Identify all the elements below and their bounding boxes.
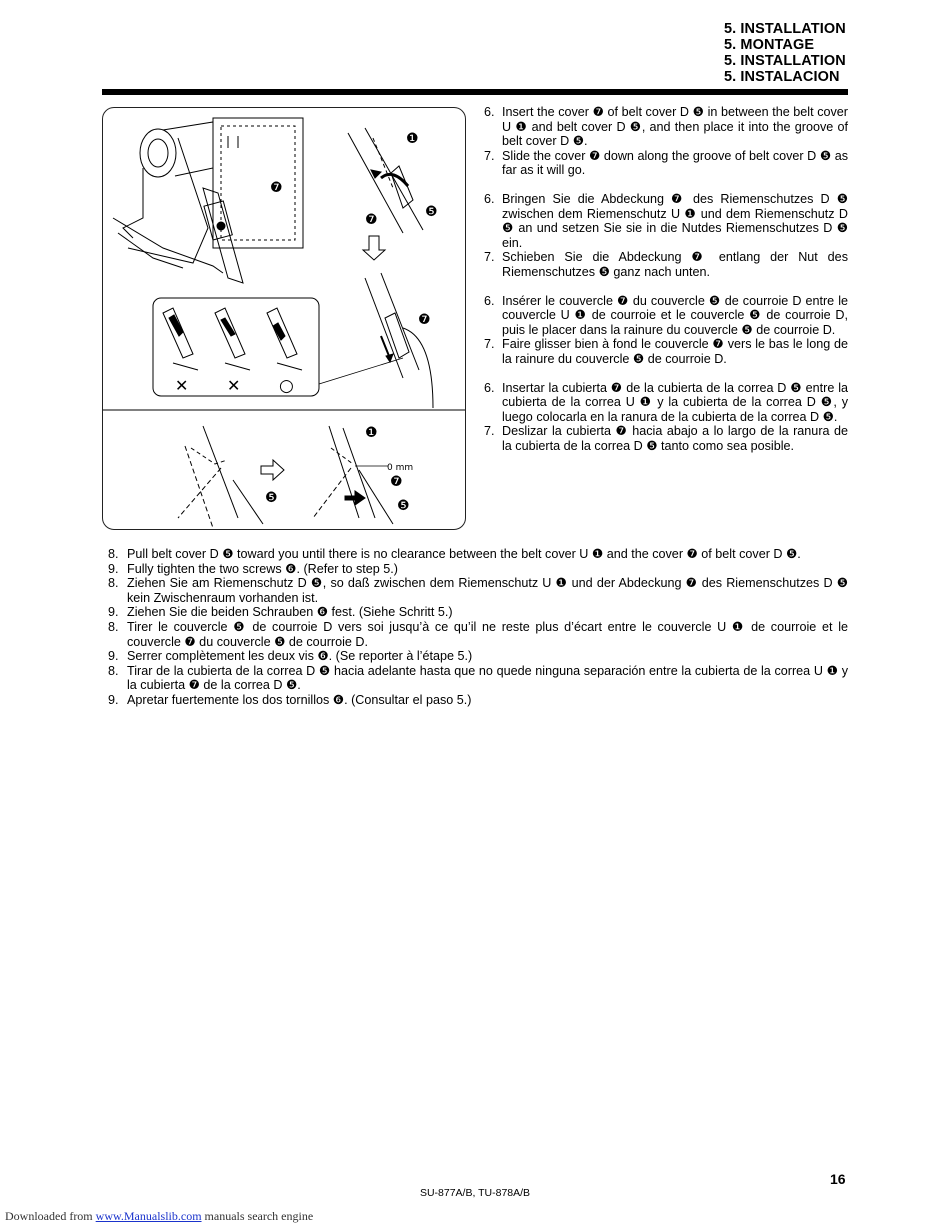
variant-inset	[153, 298, 319, 396]
list-item	[108, 664, 848, 693]
callout-7-bottom: ❼	[390, 474, 403, 490]
step-text: Ziehen Sie am Riemenschutz D ❺, so daß zwischen dem Riemenschutz U ❶ und der Abdeckung ❼ des Riemenschutzes D ❺ kein Zwischenraum vorhanden ist.	[127, 576, 848, 605]
section-header	[724, 21, 944, 85]
step-number: 6.	[484, 105, 495, 119]
slide-detail-drawing	[319, 273, 433, 408]
steps-spanish	[484, 381, 848, 454]
steps-french	[484, 294, 848, 367]
list-item	[108, 562, 848, 577]
list-item	[484, 192, 848, 250]
step-text: Apretar fuertemente los dos tornillos ❻. (Consultar el paso 5.)	[127, 692, 472, 707]
wrong-mark-2: ✕	[227, 376, 241, 395]
step-text: Fully tighten the two screws ❻. (Refer to step 5.)	[127, 561, 398, 576]
list-item	[484, 149, 848, 178]
header-line-en: 5. INSTALLATION	[724, 21, 846, 37]
step-text: Schieben Sie die Abdeckung ❼ entlang der Nut des Riemenschutzes ❺ ganz nach unten.	[502, 250, 848, 279]
step-text: Tirer le couvercle ❺ de courroie D vers soi jusqu’à ce qu’il ne reste plus d’écart entre le couvercle U ❶ de courroie et le couvercle ❼ du couvercle ❺ de courroie D.	[127, 619, 848, 649]
variant-wrong-2	[215, 308, 250, 370]
step-text: Insérer le couvercle ❼ du couvercle ❺ de courroie D entre le couvercle U ❶ de courroie et le couvercle ❺ de courroie D, puis le placer dans la rainure du couvercle ❺ de courroie D.	[502, 293, 848, 337]
steps-english	[484, 105, 848, 178]
callout-7-mid: ❼	[418, 312, 431, 328]
machine-head-drawing	[113, 118, 303, 283]
list-item	[108, 576, 848, 605]
step-number: 9.	[108, 561, 119, 576]
step-number: 8.	[108, 663, 119, 678]
step-number: 9.	[108, 692, 119, 707]
wrong-mark-1: ✕	[175, 376, 189, 395]
variant-correct	[267, 308, 302, 370]
down-arrow-icon	[363, 236, 385, 260]
model-number: SU-877A/B, TU-878A/B	[419, 1187, 531, 1199]
installation-figure	[102, 107, 466, 530]
step-number: 6.	[484, 380, 495, 395]
step-text: Tirar de la cubierta de la correa D ❺ hacia adelante hasta que no quede ninguna separación entre la cubierta de la correa U ❶ y la cubierta ❼ de la correa D ❺.	[127, 663, 848, 693]
callout-1-top: ❶	[406, 131, 419, 147]
step-text: Ziehen Sie die beiden Schrauben ❻ fest. (Siehe Schritt 5.)	[127, 605, 453, 620]
list-item	[484, 250, 848, 279]
callout-5-bottom: ❺	[397, 498, 410, 514]
steps-6-7	[484, 105, 848, 467]
list-item	[484, 294, 848, 338]
list-item	[484, 381, 848, 425]
steps-8-9	[108, 547, 848, 708]
callout-7-head: ❼	[270, 180, 283, 196]
list-item	[108, 693, 848, 708]
step-number: 9.	[108, 605, 119, 620]
callout-5-top: ❺	[425, 204, 438, 220]
belt-cover-illustration	[103, 108, 465, 529]
step-text: Deslizar la cubierta ❼ hacia abajo a lo largo de la ranura de la cubierta de la correa D ❺ tanto como sea posible.	[502, 424, 848, 453]
step-text: Pull belt cover D ❺ toward you until there is no clearance between the belt cover U ❶ and the cover ❼ of belt cover D ❺.	[127, 547, 801, 561]
step-text: Insert the cover ❼ of belt cover D ❺ in between the belt cover U ❶ and belt cover D ❺, and then place it into the groove of belt cover D ❺.	[502, 105, 848, 149]
header-line-de: 5. MONTAGE	[724, 37, 815, 53]
manualslib-link[interactable]: www.Manualslib.com	[95, 1209, 202, 1223]
step-text: Serrer complètement les deux vis ❻. (Se reporter à l’étape 5.)	[127, 649, 473, 664]
step-text: Bringen Sie die Abdeckung ❼ des Riemenschutzes D ❺ zwischen dem Riemenschutz U ❶ und dem Riemenschutz D ❺ an und setzen Sie sie in die Nutdes Riemenschutzes D ❺ ein.	[502, 191, 848, 250]
callout-1-bottom: ❶	[365, 425, 378, 441]
download-footer	[5, 1209, 313, 1224]
step-number: 8.	[108, 619, 119, 634]
step-number: 7.	[484, 337, 495, 352]
list-item	[484, 337, 848, 366]
insert-detail-drawing	[348, 128, 438, 233]
step-text: Insertar la cubierta ❼ de la cubierta de la correa D ❺ entre la cubierta de la correa U ❶ y la cubierta de la correa D ❺, y luego colocarla en la ranura de la cubierta de la correa D ❺.	[502, 380, 848, 424]
step-number: 6.	[484, 293, 495, 308]
list-item	[108, 649, 848, 664]
zero-mm-label: 0 mm	[387, 463, 414, 473]
header-line-fr: 5. INSTALLATION	[724, 53, 846, 69]
header-rule	[102, 89, 848, 95]
list-item	[108, 547, 848, 562]
correct-mark: ○	[279, 376, 294, 396]
step-number: 8.	[108, 576, 119, 591]
step-text: Slide the cover ❼ down along the groove of belt cover D ❺ as far as it will go.	[502, 148, 848, 178]
footer-suffix: manuals search engine	[201, 1209, 314, 1223]
page-number: 16	[830, 1171, 846, 1187]
step-number: 7.	[484, 424, 495, 439]
step-text: Faire glisser bien à fond le couvercle ❼ vers le bas le long de la rainure du couvercle ❺ de courroie D.	[502, 337, 848, 366]
step-number: 7.	[484, 148, 495, 163]
callout-5-left: ❺	[265, 490, 278, 506]
step-number: 9.	[108, 649, 119, 664]
header-line-es: 5. INSTALACION	[724, 69, 840, 85]
list-item	[108, 605, 848, 620]
callout-7-top: ❼	[365, 212, 378, 228]
list-item	[108, 620, 848, 649]
list-item	[484, 105, 848, 149]
footer-prefix: Downloaded from	[5, 1209, 96, 1223]
step-number: 7.	[484, 250, 495, 265]
gap-before-drawing	[178, 426, 278, 528]
step-number: 6.	[484, 191, 495, 206]
right-arrow-icon	[261, 460, 284, 480]
variant-wrong-1	[163, 308, 198, 370]
steps-german	[484, 192, 848, 280]
step-number: 8.	[108, 547, 119, 561]
list-item	[484, 424, 848, 453]
gap-after-drawing	[313, 425, 413, 524]
